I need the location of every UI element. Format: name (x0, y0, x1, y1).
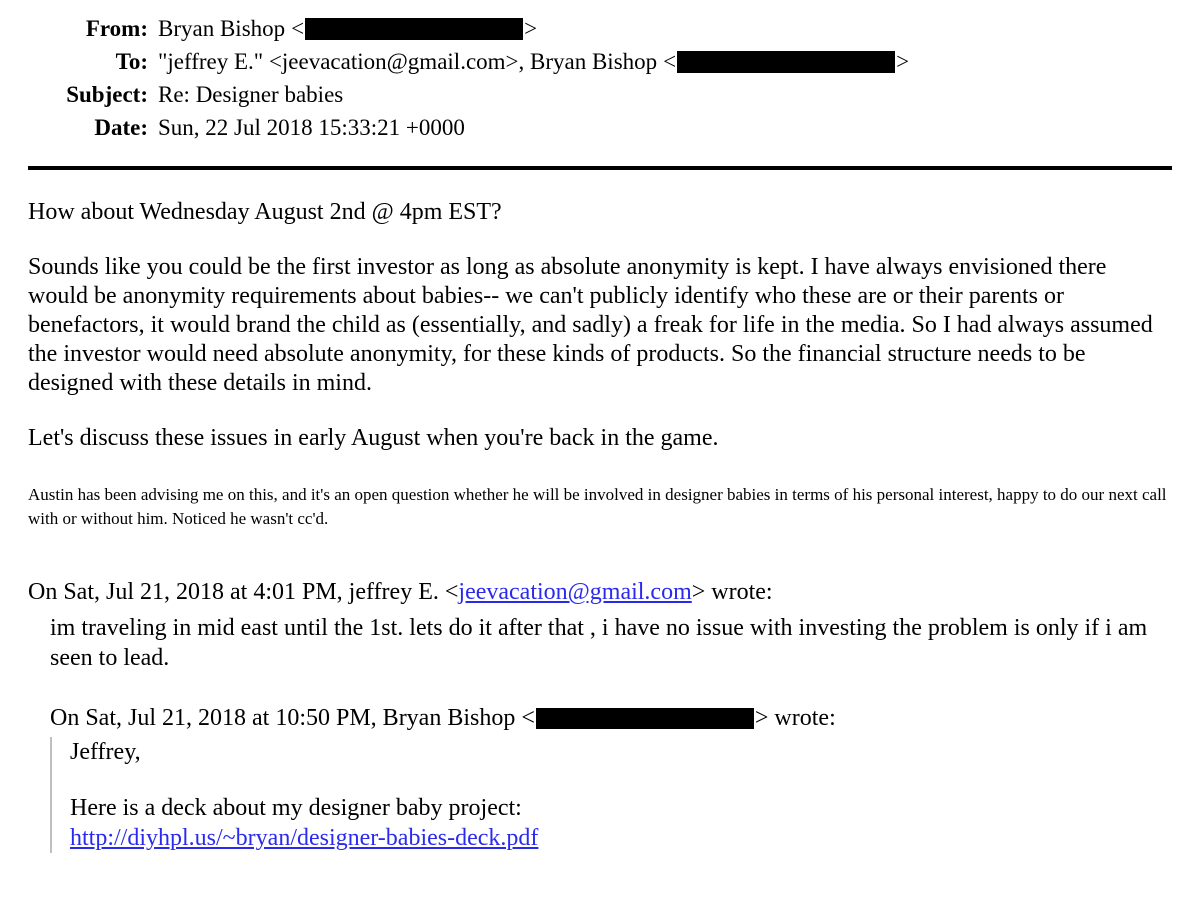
date-label: Date: (94, 115, 148, 140)
quote1-intro-suffix: > wrote: (691, 579, 773, 605)
subject-value: Re: Designer babies (158, 82, 344, 107)
to-open-bracket: < (663, 49, 677, 74)
header-row-from (0, 12, 1200, 45)
body-paragraph-2: Sounds like you could be the first investor as long as absolute anonymity is kept. I have always envisioned there would be anonymity requirements about babies-- we can't publicly identify who these are or their parents or benefactors, it would brand the child as (essentially, and sadly) a freak for life in the media. So I had always assumed the investor would need absolute anonymity, for these kinds of products. So the financial structure needs to be designed with these details in mind. (28, 254, 1153, 396)
quote2-greeting: Jeffrey, (70, 739, 141, 765)
designer-babies-deck-link[interactable]: http://diyhpl.us/~bryan/designer-babies-deck.pdf (70, 825, 539, 851)
email-header-block (0, 0, 1200, 144)
redacted-email-quote (536, 708, 754, 729)
body-paragraph-3: Let's discuss these issues in early August when you're back in the game. (28, 425, 719, 451)
from-name: Bryan Bishop (158, 16, 286, 41)
quoted-reply-intro-level1 (28, 577, 1172, 607)
jeevacation-email-link[interactable]: jeevacation@gmail.com (458, 579, 692, 605)
quote2-intro (50, 703, 1172, 733)
subject-label: Subject: (66, 82, 148, 107)
header-row-to (0, 45, 1200, 78)
to-label: To: (115, 49, 148, 74)
body-paragraph-1: How about Wednesday August 2nd @ 4pm EST? (28, 199, 502, 225)
to-close-bracket: > (896, 49, 910, 74)
quote1-intro-prefix: On Sat, Jul 21, 2018 at 4:01 PM, jeffrey E. < (28, 579, 459, 605)
quote2-intro-suffix: > wrote: (754, 705, 836, 731)
redacted-email-to (677, 51, 895, 73)
from-open-bracket: < (291, 16, 305, 41)
email-body (0, 198, 1200, 853)
from-value (158, 12, 1200, 45)
quote2-intro-prefix: On Sat, Jul 21, 2018 at 10:50 PM, Bryan Bishop < (50, 705, 535, 731)
header-row-date (0, 111, 1200, 144)
to-recipients: "jeffrey E." <jeevacation@gmail.com>, Bryan Bishop (158, 49, 658, 74)
quote2-deck-link-wrap (70, 823, 1172, 853)
body-paragraph-4: Austin has been advising me on this, and it's an open question whether he will be involved in designer babies in terms of his personal interest, happy to do our next call with or without him. Noticed he wasn't cc'd. (28, 485, 1167, 528)
header-body-divider (28, 166, 1172, 170)
from-close-bracket: > (524, 16, 538, 41)
to-value (158, 45, 1200, 78)
header-row-subject (0, 78, 1200, 111)
quote2-deck-text: Here is a deck about my designer baby project: (70, 795, 522, 821)
quote-level2-inner (50, 737, 1172, 853)
redacted-email-from (305, 18, 523, 40)
from-label: From: (85, 16, 148, 41)
quote-level2-block (50, 703, 1172, 853)
date-value: Sun, 22 Jul 2018 15:33:21 +0000 (158, 115, 465, 140)
quote-level1-text: im traveling in mid east until the 1st. lets do it after that , i have no issue with investing the problem is only if i am seen to lead. (50, 615, 1148, 671)
